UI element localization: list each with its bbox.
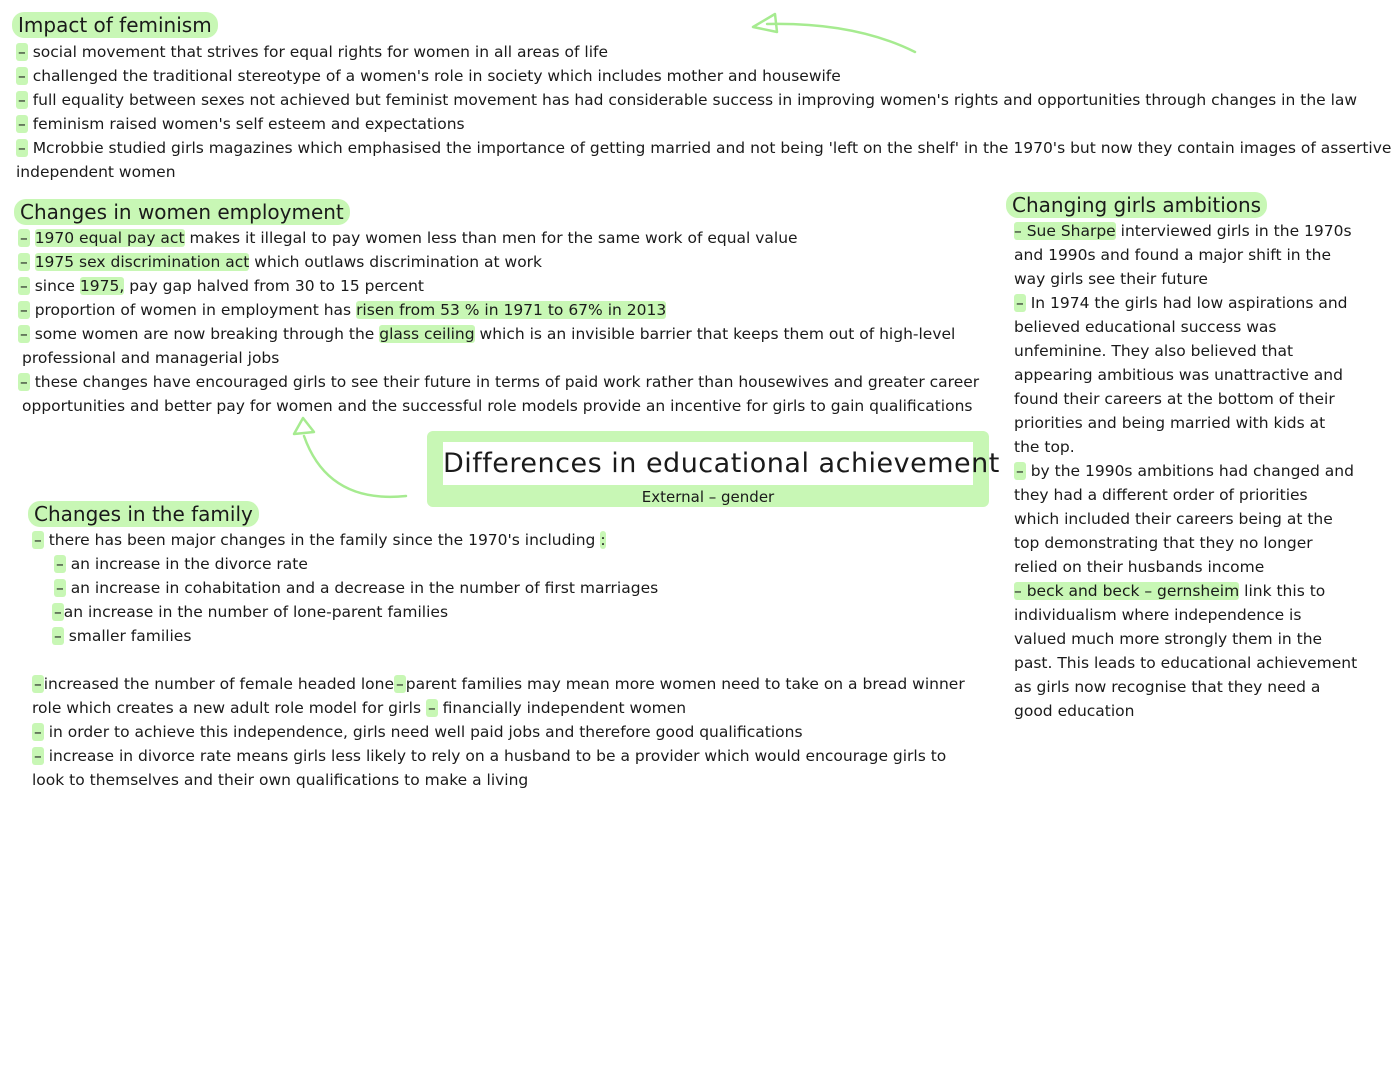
inline-dash: – bbox=[427, 699, 436, 717]
list-item-continuation: they had a different order of priorities bbox=[1014, 486, 1308, 504]
list-item-continuation: professional and managerial jobs bbox=[22, 349, 280, 367]
list-item-continuation: appearing ambitious was unattractive and bbox=[1014, 366, 1343, 384]
list-item: – 1970 equal pay act makes it illegal to pay women less than men for the same work of equal value bbox=[20, 229, 798, 247]
list-item: – by the 1990s ambitions had changed and bbox=[1016, 462, 1354, 480]
bullet-dash: – bbox=[56, 579, 64, 597]
bullet-dash: – bbox=[18, 67, 26, 85]
employment-heading: Changes in women employment bbox=[14, 199, 350, 225]
highlighted-term: glass ceiling bbox=[379, 325, 475, 343]
highlighted-term: – beck and beck – gernsheim bbox=[1014, 582, 1240, 600]
list-item-continuation: found their careers at the bottom of their bbox=[1014, 390, 1335, 408]
arrow-to-employment bbox=[288, 412, 418, 504]
bullet-dash: – bbox=[34, 531, 42, 549]
bullet-dash: – bbox=[54, 603, 62, 621]
bullet-dash: – bbox=[54, 627, 62, 645]
central-title-box bbox=[427, 431, 1000, 507]
list-item: – proportion of women in employment has risen from 53 % in 1971 to 67% in 2013 bbox=[20, 301, 667, 319]
bullet-dash: – bbox=[18, 43, 26, 61]
bullet-dash: – bbox=[34, 723, 42, 741]
bullet-dash: – bbox=[18, 139, 26, 157]
list-item: – these changes have encouraged girls to see their future in terms of paid work rather than housewives and greater career bbox=[20, 373, 980, 391]
bullet-dash: – bbox=[1016, 294, 1024, 312]
bullet-dash: – bbox=[34, 675, 42, 693]
list-item-continuation: top demonstrating that they no longer bbox=[1014, 534, 1313, 552]
family-list bbox=[32, 528, 965, 792]
highlighted-term: 1975 sex discrimination act bbox=[34, 253, 250, 271]
feminism-list bbox=[16, 40, 1391, 184]
list-item-continuation: good education bbox=[1014, 702, 1135, 720]
highlighted-term: risen from 53 % in 1971 to 67% in 2013 bbox=[356, 301, 667, 319]
bullet-dash: – bbox=[18, 91, 26, 109]
list-item: – some women are now breaking through the glass ceiling which is an invisible barrier that keeps them out of high-level bbox=[20, 325, 956, 343]
list-item: – Mcrobbie studied girls magazines which emphasised the importance of getting married and not being 'left on the shelf' in the 1970's but now they contain images of assertive bbox=[18, 139, 1392, 157]
bullet-dash: – bbox=[1016, 462, 1024, 480]
list-item: – in order to achieve this independence, girls need well paid jobs and therefore good qualifications bbox=[34, 723, 803, 741]
sub-list-item: – smaller families bbox=[54, 627, 192, 645]
list-item-continuation: as girls now recognise that they need a bbox=[1014, 678, 1321, 696]
highlighted-term: 1970 equal pay act bbox=[34, 229, 185, 247]
list-item: – increased the number of female headed lone – parent families may mean more women need to take on a bread winner bbox=[34, 675, 965, 693]
bullet-dash: – bbox=[20, 253, 28, 271]
feminism-heading: Impact of feminism bbox=[12, 12, 218, 38]
employment-list bbox=[18, 226, 979, 418]
list-item-continuation: past. This leads to educational achievement bbox=[1014, 654, 1358, 672]
list-item-continuation: which included their careers being at the bbox=[1014, 510, 1333, 528]
bullet-dash: – bbox=[20, 373, 28, 391]
list-item-continuation: valued much more strongly them in the bbox=[1014, 630, 1323, 648]
sub-list-item: – an increase in the number of lone-parent families bbox=[54, 603, 449, 621]
central-title-inner bbox=[443, 442, 1000, 485]
list-item: – challenged the traditional stereotype of a women's role in society which includes mother and housewife bbox=[18, 67, 841, 85]
spacer bbox=[32, 648, 965, 672]
list-item-continuation: individualism where independence is bbox=[1014, 606, 1302, 624]
bullet-dash: – bbox=[20, 229, 28, 247]
ambitions-heading: Changing girls ambitions bbox=[1006, 192, 1267, 218]
list-item-continuation: the top. bbox=[1014, 438, 1075, 456]
central-title: Differences in educational achievement bbox=[443, 448, 1000, 479]
list-item: – In 1974 the girls had low aspirations and bbox=[1016, 294, 1348, 312]
family-heading: Changes in the family bbox=[28, 501, 259, 527]
bullet-dash: – bbox=[20, 325, 28, 343]
list-item-continuation: and 1990s and found a major shift in the bbox=[1014, 246, 1331, 264]
list-item-continuation: way girls see their future bbox=[1014, 270, 1208, 288]
sub-list-item: – an increase in cohabitation and a decrease in the number of first marriages bbox=[56, 579, 659, 597]
list-item: – beck and beck – gernsheim link this to bbox=[1014, 582, 1326, 600]
list-item: – since 1975, pay gap halved from 30 to 15 percent bbox=[20, 277, 424, 295]
bullet-dash: – bbox=[56, 555, 64, 573]
bullet-dash: – bbox=[34, 747, 42, 765]
highlighted-term: – Sue Sharpe bbox=[1014, 222, 1116, 240]
list-item-continuation: unfeminine. They also believed that bbox=[1014, 342, 1294, 360]
list-item-continuation: relied on their husbands income bbox=[1014, 558, 1265, 576]
list-item: – Sue Sharpe interviewed girls in the 1970s bbox=[1014, 222, 1352, 240]
highlighted-term: 1975, bbox=[79, 277, 125, 295]
bullet-dash: – bbox=[20, 277, 28, 295]
list-item-continuation: role which creates a new adult role model for girls – financially independent women bbox=[32, 699, 687, 717]
inline-dash: – bbox=[396, 675, 404, 693]
list-item-continuation: believed educational success was bbox=[1014, 318, 1277, 336]
list-item: – 1975 sex discrimination act which outlaws discrimination at work bbox=[20, 253, 543, 271]
list-item-continuation: look to themselves and their own qualifications to make a living bbox=[32, 771, 529, 789]
list-item: – there has been major changes in the family since the 1970's including : bbox=[34, 531, 606, 549]
list-item: – social movement that strives for equal rights for women in all areas of life bbox=[18, 43, 609, 61]
sub-list-item: – an increase in the divorce rate bbox=[56, 555, 308, 573]
bullet-dash: – bbox=[18, 115, 26, 133]
list-item-continuation: priorities and being married with kids at bbox=[1014, 414, 1326, 432]
list-item-continuation: independent women bbox=[16, 163, 176, 181]
bullet-dash: – bbox=[20, 301, 28, 319]
ambitions-list bbox=[1014, 219, 1357, 723]
list-item: – feminism raised women's self esteem and expectations bbox=[18, 115, 465, 133]
central-subtitle: External – gender bbox=[641, 488, 775, 506]
list-item-continuation: opportunities and better pay for women and the successful role models provide an incentive for girls to gain qualifications bbox=[22, 397, 973, 415]
list-item: – increase in divorce rate means girls less likely to rely on a husband to be a provider which would encourage girls to bbox=[34, 747, 947, 765]
list-item: – full equality between sexes not achieved but feminist movement has had considerable success in improving women's rights and opportunities through changes in the law bbox=[18, 91, 1358, 109]
